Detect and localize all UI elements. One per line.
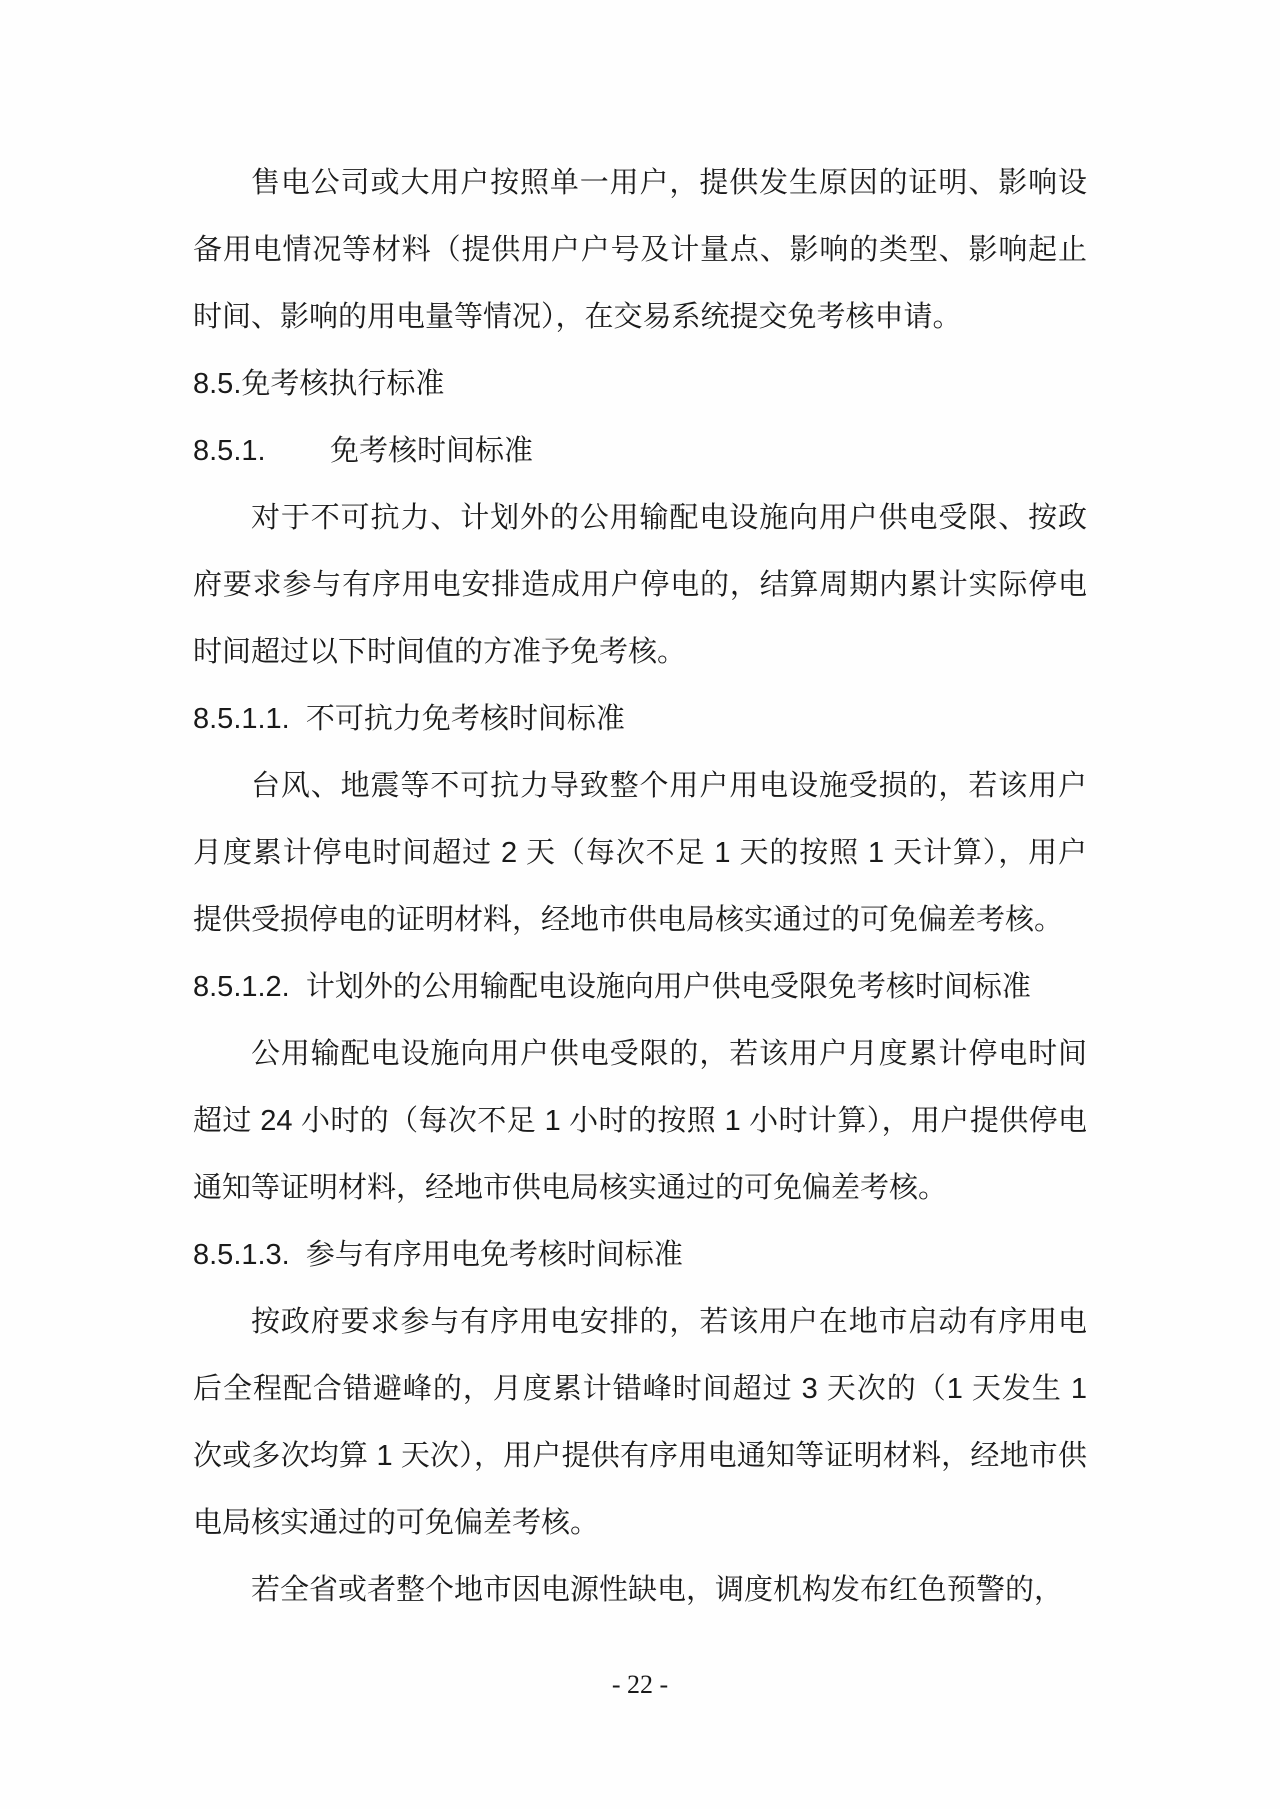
section-heading-8-5-1-2: 8.5.1.2. 计划外的公用输配电设施向用户供电受限免考核时间标准	[193, 971, 1031, 1003]
body-paragraph-red-alert: 若全省或者整个地市因电源性缺电，调度机构发布红色预警的，	[251, 1574, 1064, 1606]
section-heading-8-5-1-3: 8.5.1.3. 参与有序用电免考核时间标准	[193, 1239, 683, 1271]
page-number: - 22 -	[611, 1670, 669, 1699]
body-paragraph-time-threshold-intro: 对于不可抗力、计划外的公用输配电设施向用户供电受限、按政府要求参与有序用电安排造成用户停电的，结算周期内累计实际停电时间超过以下时间值的方准予免考核。	[193, 502, 1087, 668]
body-paragraph-exemption-application: 售电公司或大用户按照单一用户，提供发生原因的证明、影响设备用电情况等材料（提供用户户号及计量点、影响的类型、影响起止时间、影响的用电量等情况），在交易系统提交免考核申请。	[193, 167, 1087, 333]
body-paragraph-grid-restriction: 公用输配电设施向用户供电受限的，若该用户月度累计停电时间超过 24 小时的（每次不足 1 小时的按照 1 小时计算），用户提供停电通知等证明材料，经地市供电局核实通过的可免偏差考核。	[193, 1038, 1087, 1204]
body-paragraph-orderly-power-use: 按政府要求参与有序用电安排的，若该用户在地市启动有序用电后全程配合错避峰的，月度累计错峰时间超过 3 天次的（1 天发生 1 次或多次均算 1 天次），用户提供有序用电通知等证明材料，经地市供电局核实通过的可免偏差考核。	[193, 1306, 1087, 1539]
document-body	[193, 150, 1087, 1624]
body-paragraph-force-majeure: 台风、地震等不可抗力导致整个用户用电设施受损的，若该用户月度累计停电时间超过 2 天（每次不足 1 天的按照 1 天计算），用户提供受损停电的证明材料，经地市供电局核实通过的可免偏差考核。	[193, 770, 1087, 936]
section-heading-8-5: 8.5.免考核执行标准	[193, 368, 445, 400]
section-heading-8-5-1: 8.5.1. 免考核时间标准	[193, 435, 534, 467]
section-heading-8-5-1-1: 8.5.1.1. 不可抗力免考核时间标准	[193, 703, 625, 735]
